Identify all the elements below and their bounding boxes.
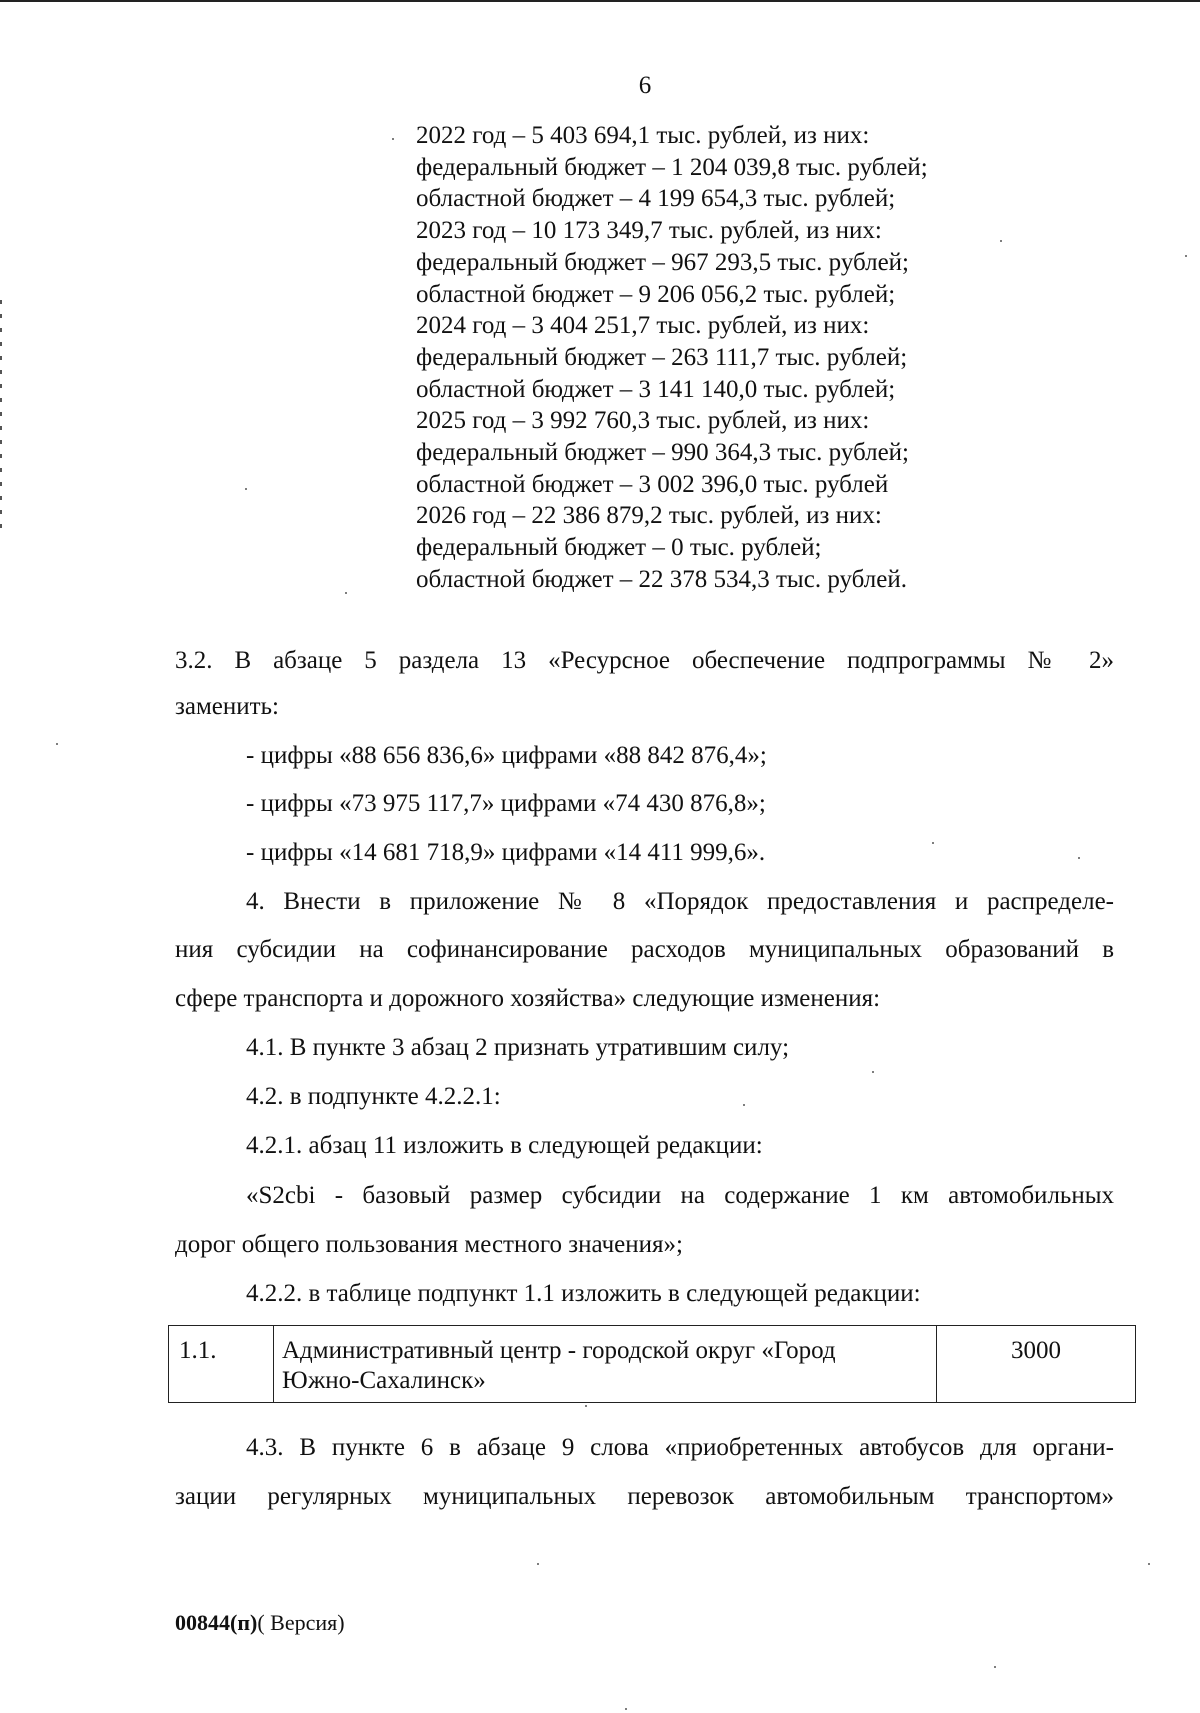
- section-4-3-line-2: зации регулярных муниципальных перевозок автомобильным транспортом»: [175, 1483, 1114, 1510]
- scan-speck: [392, 138, 394, 140]
- funding-line: 2025 год – 3 992 760,3 тыс. рублей, из них:: [416, 407, 870, 435]
- scan-speck: [585, 1405, 587, 1407]
- funding-line: 2024 год – 3 404 251,7 тыс. рублей, из них:: [416, 312, 870, 340]
- scan-speck: [994, 1666, 996, 1668]
- page-number: 6: [638, 72, 652, 99]
- section-3-2-line-1: 3.2. В абзаце 5 раздела 13 «Ресурсное обеспечение подпрограммы № 2»: [175, 647, 1114, 674]
- table-row: [169, 1326, 1136, 1403]
- section-4-line-2: ния субсидии на софинансирование расходов муниципальных образований в: [175, 936, 1114, 963]
- row-name-cell: [274, 1326, 937, 1403]
- scan-left-edge-marks: [0, 300, 2, 530]
- scan-speck: [932, 842, 934, 844]
- row-value-cell: 3000: [937, 1326, 1136, 1403]
- section-4-2: 4.2. в подпункте 4.2.2.1:: [246, 1083, 501, 1110]
- row-number-cell: 1.1.: [169, 1326, 274, 1403]
- scan-speck: [872, 1071, 874, 1073]
- scan-speck: [56, 743, 58, 745]
- section-4-line-1: 4. Внести в приложение № 8 «Порядок предоставления и распределе-: [246, 888, 1114, 915]
- scan-speck: [625, 1708, 627, 1710]
- funding-line: 2026 год – 22 386 879,2 тыс. рублей, из них:: [416, 502, 882, 530]
- scan-speck: [743, 1104, 745, 1106]
- section-4-line-3: сфере транспорта и дорожного хозяйства» следующие изменения:: [175, 985, 881, 1012]
- funding-block: [416, 120, 928, 596]
- scan-speck: [1185, 255, 1187, 257]
- amendment-table: [168, 1325, 1136, 1403]
- document-footer: [175, 1610, 345, 1636]
- funding-line: областной бюджет – 3 002 396,0 тыс. рублей: [416, 470, 889, 498]
- scan-speck: [537, 1563, 539, 1565]
- replace-item-2: - цифры «73 975 117,7» цифрами «74 430 876,8»;: [246, 790, 766, 817]
- funding-line: федеральный бюджет – 263 111,7 тыс. рублей;: [416, 343, 908, 371]
- scan-speck: [1078, 857, 1080, 859]
- funding-line: 2022 год – 5 403 694,1 тыс. рублей, из них:: [416, 122, 870, 149]
- funding-line: областной бюджет – 9 206 056,2 тыс. рублей;: [416, 280, 896, 308]
- scan-speck: [1148, 1563, 1150, 1565]
- section-3-2-line-2: заменить:: [175, 693, 279, 720]
- scan-speck: [1000, 240, 1002, 242]
- section-4-2-1: 4.2.1. абзац 11 изложить в следующей редакции:: [246, 1132, 763, 1159]
- funding-line: областной бюджет – 22 378 534,3 тыс. рублей.: [416, 565, 907, 593]
- funding-line: 2023 год – 10 173 349,7 тыс. рублей, из них:: [416, 217, 882, 245]
- funding-line: федеральный бюджет – 0 тыс. рублей;: [416, 534, 822, 562]
- row-name-line-2: Южно-Сахалинск»: [282, 1367, 486, 1394]
- funding-line: федеральный бюджет – 1 204 039,8 тыс. рублей;: [416, 153, 928, 181]
- quote-line-2: дорог общего пользования местного значения»;: [175, 1231, 683, 1258]
- funding-line: областной бюджет – 3 141 140,0 тыс. рублей;: [416, 375, 896, 403]
- document-version: ( Версия): [257, 1610, 345, 1635]
- page-top-edge: [0, 0, 1200, 2]
- funding-line: федеральный бюджет – 990 364,3 тыс. рублей;: [416, 439, 909, 467]
- quote-line-1: «S2cbi - базовый размер субсидии на содержание 1 км автомобильных: [246, 1182, 1114, 1209]
- row-name-line-1: Административный центр - городской округ «Город: [282, 1337, 836, 1364]
- section-4-3-line-1: 4.3. В пункте 6 в абзаце 9 слова «приобретенных автобусов для органи-: [246, 1434, 1114, 1461]
- scan-speck: [245, 488, 247, 490]
- funding-line: областной бюджет – 4 199 654,3 тыс. рублей;: [416, 185, 896, 213]
- funding-line: федеральный бюджет – 967 293,5 тыс. рублей;: [416, 248, 909, 276]
- replace-item-1: - цифры «88 656 836,6» цифрами «88 842 876,4»;: [246, 742, 767, 769]
- section-4-1: 4.1. В пункте 3 абзац 2 признать утратившим силу;: [246, 1034, 790, 1061]
- replace-item-3: - цифры «14 681 718,9» цифрами «14 411 999,6».: [246, 839, 766, 866]
- section-4-2-2: 4.2.2. в таблице подпункт 1.1 изложить в следующей редакции:: [246, 1280, 921, 1307]
- scan-speck: [345, 592, 347, 594]
- document-code: 00844(п): [175, 1610, 258, 1635]
